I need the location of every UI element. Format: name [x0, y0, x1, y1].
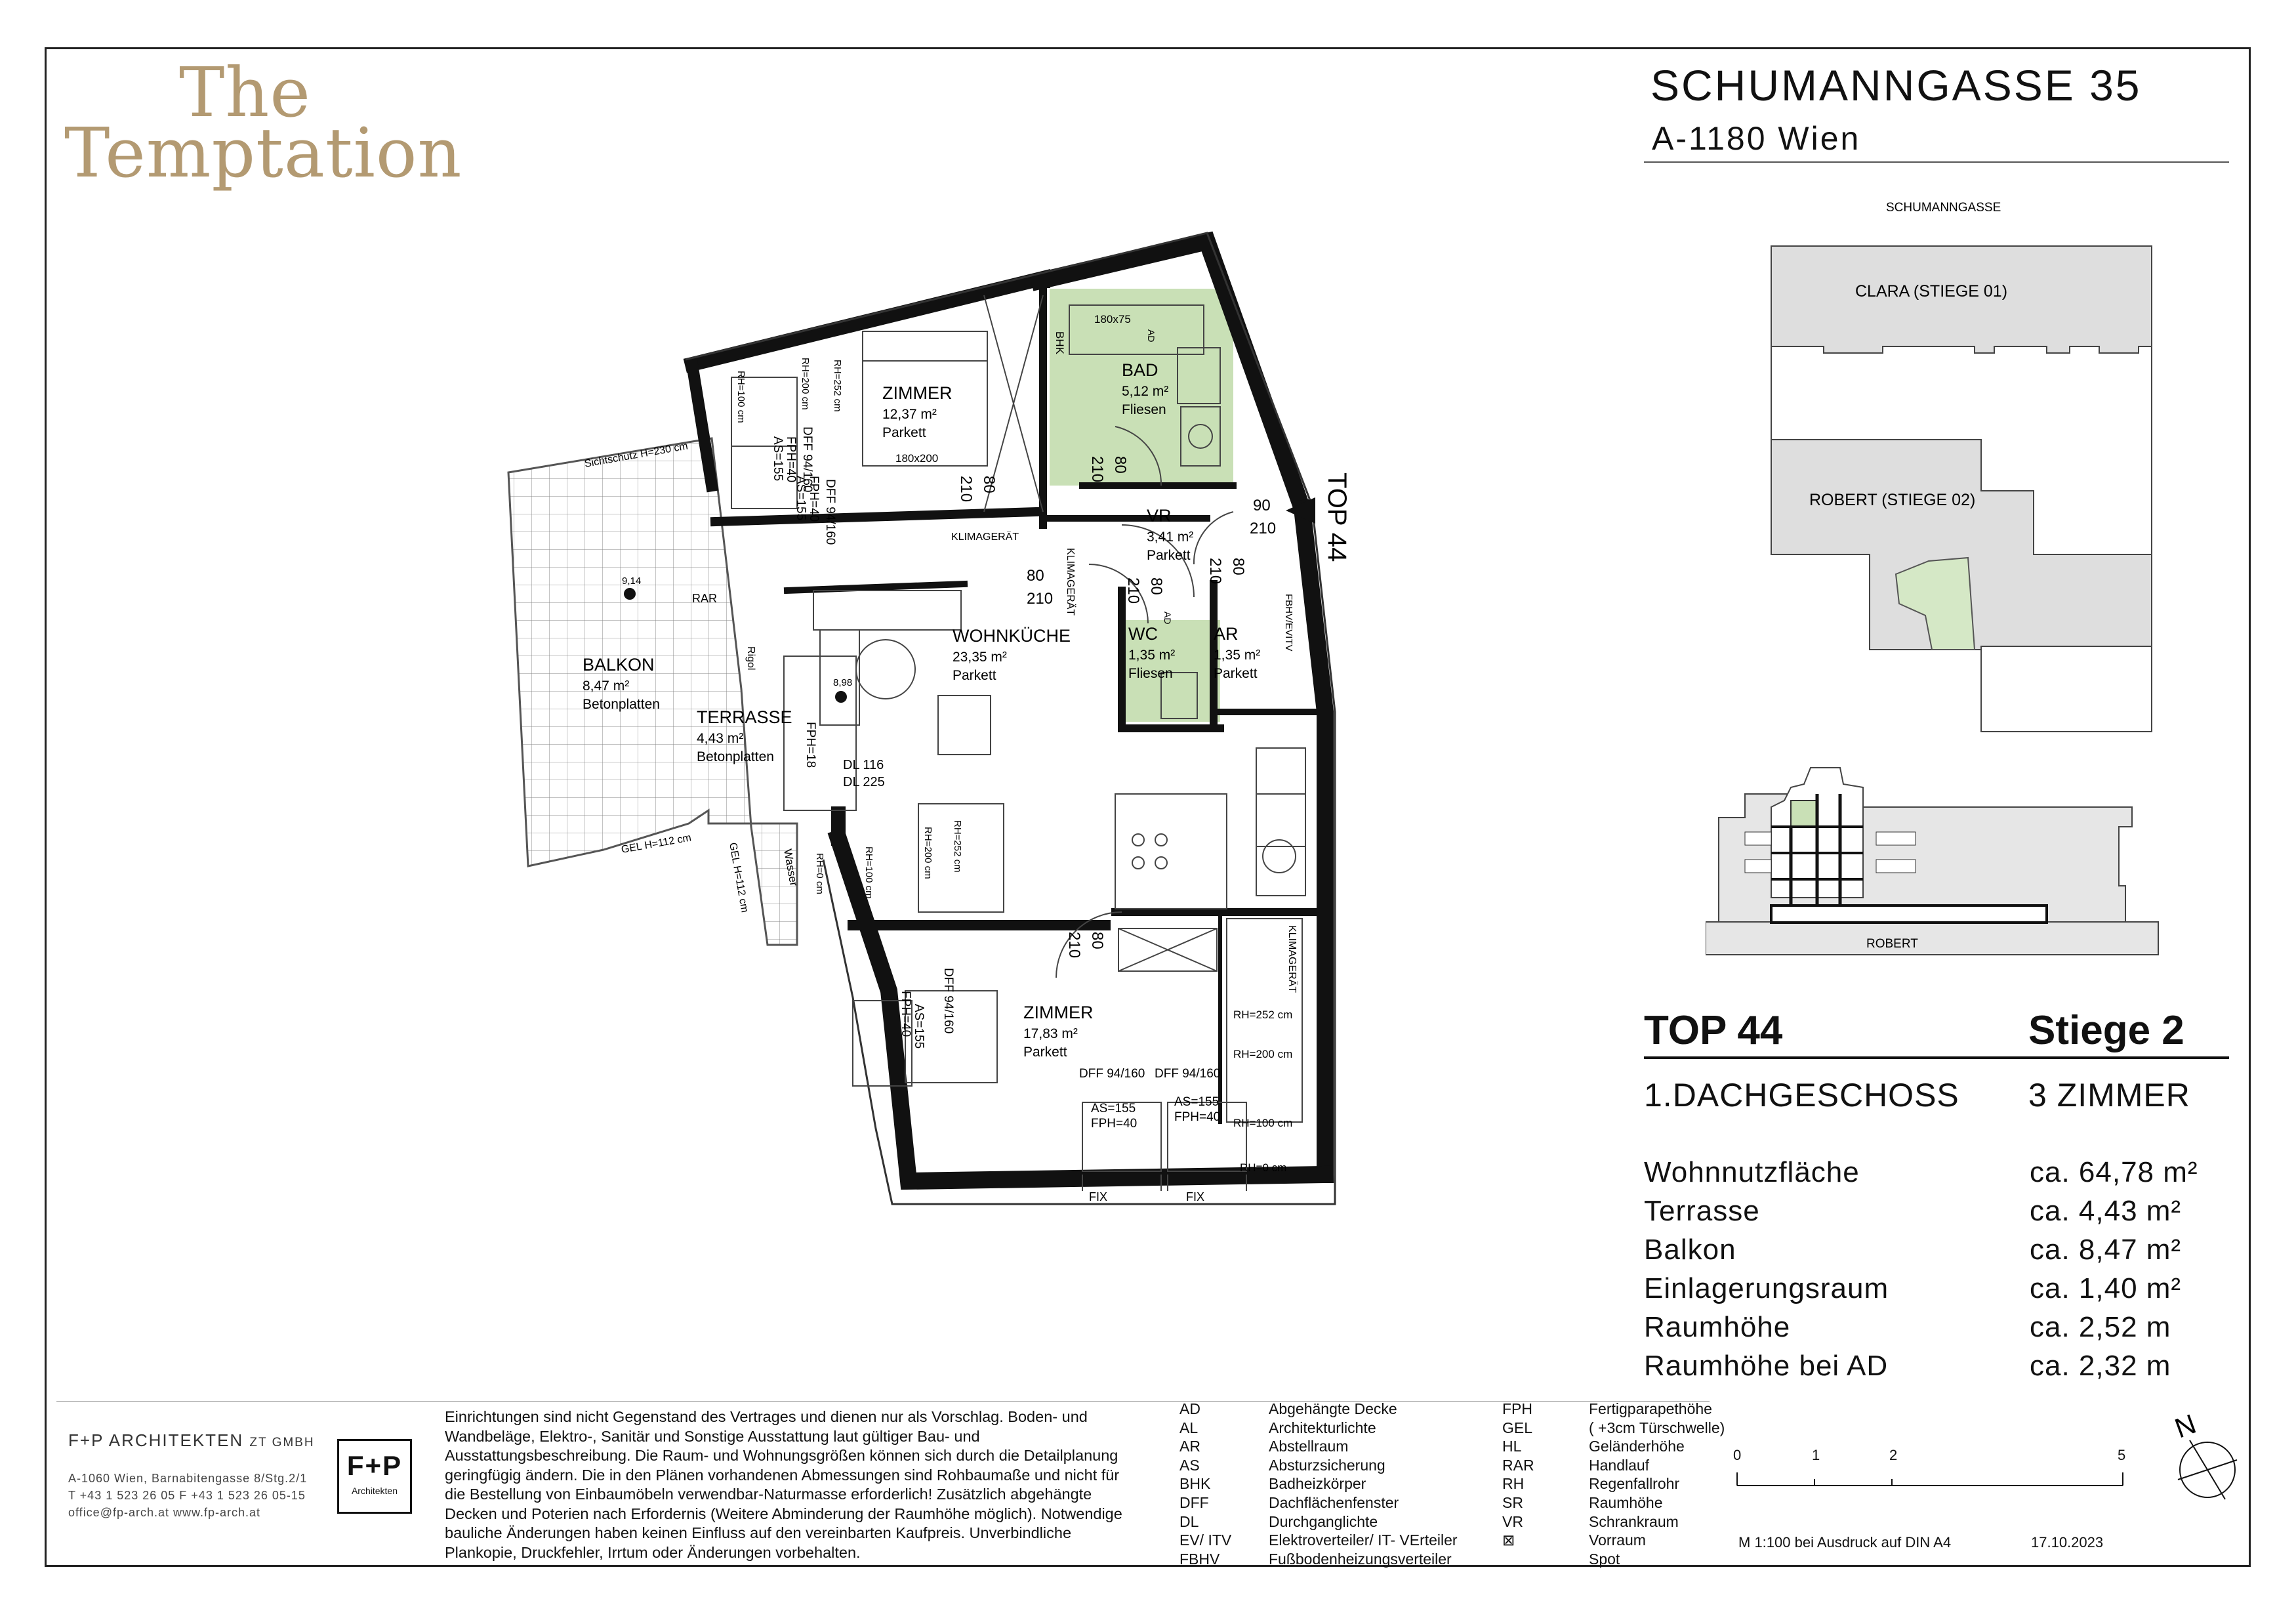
annotation: RAR	[692, 592, 718, 605]
annotation: RH=252 cm	[832, 360, 843, 412]
legend-abbr: RH	[1502, 1475, 1525, 1493]
annotation: FPH=40	[784, 436, 798, 483]
room-floor: Fliesen	[1122, 402, 1166, 417]
legend-text: Elektroverteiler/ IT- VErteiler	[1269, 1531, 1458, 1549]
dimension: 90	[1253, 497, 1271, 514]
logo-line1: The	[179, 52, 311, 133]
legend-text: Spot	[1589, 1550, 1620, 1568]
legend-abbr: EV/ ITV	[1179, 1531, 1232, 1549]
unit-zimmer: 3 ZIMMER	[2028, 1077, 2190, 1114]
plan-top-marker: TOP 44	[1322, 472, 1351, 562]
room-area: 8,47 m²	[583, 678, 630, 694]
dimension: 80	[1147, 577, 1165, 595]
dimension: 210	[1206, 558, 1224, 585]
legend-text: Architekturlichte	[1269, 1419, 1376, 1436]
area-label: Wohnnutzfläche	[1644, 1156, 1860, 1188]
room-name: WOHNKÜCHE	[953, 626, 1071, 646]
address-city: A-1180 Wien	[1652, 120, 1861, 157]
scale-text: M 1:100 bei Ausdruck auf DIN A4	[1738, 1534, 1952, 1551]
room-area: 1,35 m²	[1128, 648, 1176, 663]
room-area: 23,35 m²	[953, 650, 1007, 665]
annotation: AD	[1162, 612, 1173, 625]
legend-text: Abgehängte Decke	[1269, 1400, 1397, 1417]
annotation: FBHV/EVITV	[1283, 594, 1294, 652]
annotation: FPH=40	[899, 991, 912, 1037]
annotation: RH=252 cm	[1233, 1009, 1293, 1021]
room-area: 1,35 m²	[1214, 648, 1261, 663]
room-name: BALKON	[583, 655, 655, 675]
plan-date: 17.10.2023	[2031, 1534, 2104, 1551]
level-icon	[835, 691, 847, 703]
legend-abbr: DL	[1179, 1512, 1199, 1530]
siteplan-building2: ROBERT (STIEGE 02)	[1809, 491, 1976, 509]
area-value: ca. 4,43 m²	[2030, 1195, 2182, 1227]
annotation: AS=155	[1174, 1095, 1220, 1109]
firm-web: office@fp-arch.at www.fp-arch.at	[68, 1506, 261, 1519]
annotation: DL 225	[843, 775, 885, 789]
north-arrow-icon	[2165, 1404, 2250, 1509]
scale-tick: 5	[2118, 1447, 2126, 1463]
scale-tick: 2	[1889, 1447, 1898, 1463]
area-label: Terrasse	[1644, 1195, 1760, 1227]
annotation: RH=100 cm	[735, 371, 747, 423]
annotation: FPH=40	[1174, 1110, 1221, 1124]
annotation: Wasser	[781, 848, 800, 887]
unit-geschoss: 1.DACHGESCHOSS	[1644, 1077, 1959, 1114]
level-marker: 9,14	[622, 575, 642, 587]
annotation: RH=200 cm	[1233, 1048, 1293, 1060]
firm-address: A-1060 Wien, Barnabitengasse 8/Stg.2/1	[68, 1472, 308, 1485]
scale-tick: 1	[1812, 1447, 1820, 1463]
room-name: AR	[1214, 624, 1239, 644]
annotation: AS=155	[771, 436, 785, 482]
bathtub-size: 180x75	[1094, 313, 1131, 325]
annotation: RH=100 cm	[1233, 1117, 1293, 1129]
annotation: AD	[1146, 329, 1157, 343]
address-divider	[1644, 161, 2229, 163]
legend-text: Raumhöhe	[1589, 1493, 1663, 1511]
dimension: 80	[1111, 456, 1129, 474]
legend-abbr: BHK	[1179, 1475, 1211, 1493]
annotation: DFF 94/160	[1155, 1067, 1221, 1081]
annotation: RH=200 cm	[800, 358, 811, 410]
annotation: RH=252 cm	[952, 820, 963, 873]
logo-line2: Temptation	[64, 113, 462, 193]
dimension: 80	[980, 476, 998, 493]
legend-text: Durchganglichte	[1269, 1512, 1378, 1530]
room-name: ZIMMER	[882, 383, 953, 403]
legend-abbr: HL	[1502, 1438, 1522, 1455]
annotation: BHK	[1054, 331, 1066, 354]
firm-logo-text: F+P	[346, 1450, 403, 1481]
annotation: Sichtschutz H=230 cm	[583, 440, 689, 470]
unit-top: TOP 44	[1644, 1008, 1783, 1053]
firm-logo-subtext: Architekten	[351, 1486, 398, 1496]
disclaimer: Einrichtungen sind nicht Gegenstand des Vertrages und dienen nur als Vorschlag. Boden- und Wandbeläge, Elektro-, Sanitär und Sonstige Ausstattung laut gültiger Bau- und Ausstattungsbeschreibung. Die Raum- und Wohnungsgrößen können sich durch die Detailplanung geringfügig ändern. Die in den Plänen vorhandenen Abmessungen sind Rohbaumaße und nicht für die Bestellung von Einbaumöbeln verwendbar-Naturmasse erforderlich! Zusätzlich abgehängte Decken und Poterien nach Erfordernis (Weitere Abminderung der Raumhöhe möglich). Notwendige bauliche Änderungen haben keinen Einfluss auf den vereinbarten Kaufpreis. Unverbindliche Plankopie, Druckfehler, Irrtum oder Änderungen vorbehalten.	[445, 1408, 1122, 1561]
legend-abbr-col2	[1502, 1400, 1534, 1550]
level-icon	[624, 588, 636, 600]
scale-tick: 0	[1733, 1447, 1742, 1463]
firm-name	[68, 1430, 315, 1451]
legend-abbr: FPH	[1502, 1400, 1532, 1417]
annotation: DFF 94/160	[800, 427, 814, 493]
level-marker: 8,98	[833, 677, 853, 688]
dimension: 210	[1027, 590, 1054, 608]
room-area: 5,12 m²	[1122, 384, 1169, 399]
legend-abbr: AL	[1179, 1419, 1199, 1436]
annotation: RH=100 cm	[863, 846, 874, 899]
annotation: KLIMAGERÄT	[1286, 925, 1298, 993]
legend-text: ( +3cm Türschwelle)	[1589, 1419, 1725, 1436]
annotation: RH=0 cm	[1240, 1161, 1287, 1174]
firm-name-suffix: ZT GMBH	[249, 1436, 315, 1449]
room-name: BAD	[1122, 360, 1158, 380]
spot-icon: ⊠	[1502, 1531, 1515, 1549]
room-floor: Parkett	[882, 425, 926, 440]
firm-contact	[68, 1470, 307, 1521]
unit-divider	[1644, 1056, 2229, 1059]
annotation: DL 116	[843, 758, 884, 772]
annotation: FIX	[1089, 1190, 1108, 1203]
annotation: DFF 94/160	[823, 479, 837, 545]
legend-text-col2	[1589, 1400, 1725, 1568]
legend-abbr: SR	[1502, 1493, 1523, 1511]
annotation: FPH=18	[804, 722, 817, 768]
room-area: 4,43 m²	[697, 731, 744, 746]
balcony-terrace-area	[508, 438, 797, 945]
legend-abbr: VR	[1502, 1512, 1523, 1530]
annotation: FIX	[1186, 1190, 1205, 1203]
annotation: Rigol	[745, 646, 756, 671]
legend-abbr: GEL	[1502, 1419, 1533, 1436]
annotation: KLIMAGERÄT	[1065, 548, 1076, 616]
dimension: 210	[957, 476, 975, 503]
area-label: Einlagerungsraum	[1644, 1272, 1889, 1304]
annotation: AS=155	[794, 476, 808, 521]
address-street: SCHUMANNGASSE 35	[1650, 61, 2142, 110]
legend-abbr: AR	[1179, 1438, 1200, 1455]
legend-text: Vorraum	[1589, 1531, 1646, 1549]
dimension: 210	[1250, 520, 1277, 537]
dimension: 210	[1124, 577, 1142, 604]
area-value: ca. 2,52 m	[2030, 1311, 2171, 1343]
room-name: VR	[1147, 506, 1172, 526]
firm-phone: T +43 1 523 26 05 F +43 1 523 26 05-15	[68, 1489, 306, 1502]
legend-text: Fußbodenheizungsverteiler	[1269, 1550, 1452, 1568]
annotation: AS=155	[912, 1004, 926, 1049]
annotation: GEL H=112 cm	[620, 832, 693, 856]
unit-stiege: Stiege 2	[2028, 1008, 2184, 1053]
room-area: 3,41 m²	[1147, 530, 1194, 545]
annotation: DFF 94/160	[1079, 1067, 1145, 1081]
legend-text: Dachflächenfenster	[1269, 1493, 1399, 1511]
area-label: Raumhöhe bei AD	[1644, 1350, 1889, 1382]
legend-abbr-col1	[1179, 1400, 1231, 1568]
legend-text: Geländerhöhe	[1589, 1438, 1685, 1455]
legend-abbr: FBHV	[1179, 1550, 1220, 1568]
room-name: TERRASSE	[697, 707, 792, 727]
siteplan-street: SCHUMANNGASSE	[1886, 201, 2001, 215]
annotation: KLIMAGERÄT	[951, 531, 1019, 543]
legend-text: Fertigparapethöhe	[1589, 1400, 1712, 1417]
legend-text: Regenfallrohr	[1589, 1475, 1680, 1493]
annotation: DFF 94/160	[941, 968, 955, 1034]
room-floor: Fliesen	[1128, 666, 1173, 681]
room-floor: Parkett	[1214, 666, 1258, 681]
firm-logo-box	[337, 1439, 412, 1514]
area-label: Raumhöhe	[1644, 1311, 1791, 1343]
dimension: 210	[1065, 932, 1083, 959]
section-view	[1706, 755, 2165, 965]
room-floor: Parkett	[1147, 548, 1191, 563]
section-label: ROBERT	[1866, 937, 1918, 951]
legend-abbr: AS	[1179, 1456, 1200, 1474]
legend-text: Abstellraum	[1269, 1438, 1349, 1455]
legend-text: Badheizkörper	[1269, 1475, 1366, 1493]
annotation: RH=0 cm	[814, 853, 825, 894]
legend-abbr: AD	[1179, 1400, 1200, 1417]
annotation: FPH=40	[1091, 1117, 1138, 1131]
bed-size: 180x200	[895, 452, 939, 465]
footer-divider	[56, 1401, 1710, 1402]
scale-bar	[1732, 1468, 2132, 1488]
annotation: FPH=40	[807, 476, 821, 522]
room-floor: Betonplatten	[697, 749, 774, 764]
legend-text: Absturzsicherung	[1269, 1456, 1385, 1474]
room-name: ZIMMER	[1023, 1003, 1094, 1022]
room-floor: Betonplatten	[583, 697, 660, 712]
annotation: RH=200 cm	[922, 827, 933, 879]
area-value: ca. 8,47 m²	[2030, 1234, 2182, 1266]
legend-abbr: RAR	[1502, 1456, 1534, 1474]
site-plan	[1758, 197, 2184, 755]
legend-text-col1	[1269, 1400, 1458, 1568]
area-value: ca. 2,32 m	[2030, 1350, 2171, 1382]
dimension: 80	[1229, 558, 1247, 575]
room-floor: Parkett	[1023, 1045, 1067, 1060]
area-value: ca. 64,78 m²	[2030, 1156, 2198, 1188]
annotation: AS=155	[1091, 1102, 1136, 1115]
firm-name-main: F+P ARCHITEKTEN	[68, 1430, 244, 1450]
room-name: WC	[1128, 624, 1158, 644]
room-floor: Parkett	[953, 668, 996, 683]
annotation: GEL H=112 cm	[727, 841, 750, 914]
dimension: 210	[1088, 456, 1106, 483]
area-label: Balkon	[1644, 1234, 1736, 1266]
north-label: N	[2171, 1407, 2200, 1444]
dimension: 80	[1088, 932, 1106, 949]
legend-abbr: DFF	[1179, 1493, 1209, 1511]
legend-text: Handlauf	[1589, 1456, 1650, 1474]
dimension: 80	[1027, 567, 1044, 585]
legend-text: Schrankraum	[1589, 1512, 1679, 1530]
room-area: 17,83 m²	[1023, 1026, 1078, 1041]
area-value: ca. 1,40 m²	[2030, 1272, 2182, 1304]
room-area: 12,37 m²	[882, 407, 937, 422]
siteplan-building1: CLARA (STIEGE 01)	[1855, 282, 2008, 301]
